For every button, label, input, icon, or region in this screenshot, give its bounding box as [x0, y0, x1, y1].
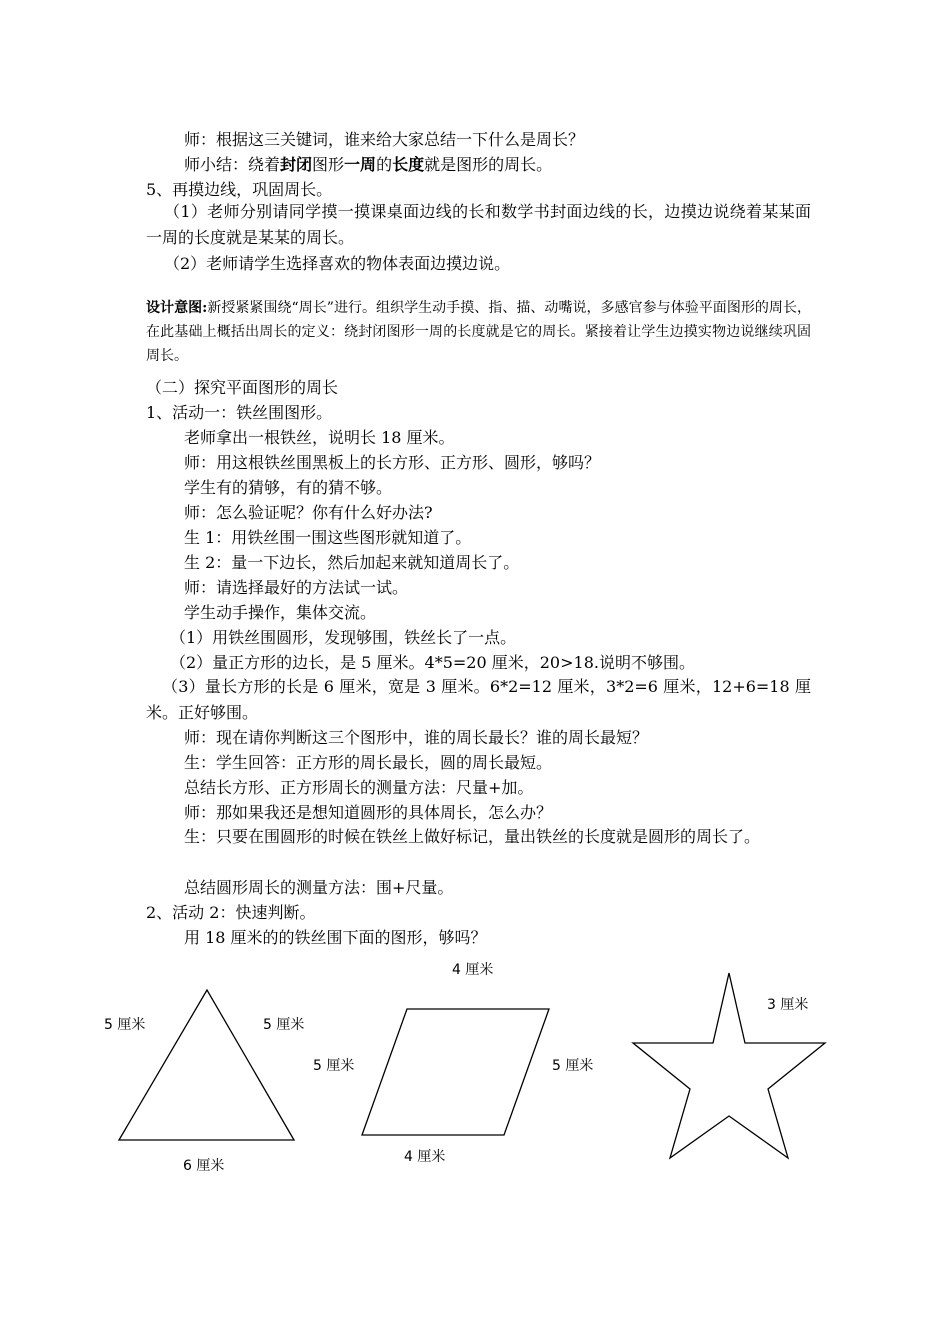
- section2-heading: （二）探究平面图形的周长: [146, 378, 339, 397]
- summary-suffix: 就是图形的周长。: [424, 155, 553, 174]
- circle-answer: 生：只要在围圆形的时候在铁丝上做好标记，量出铁丝的长度就是圆形的周长了。: [184, 827, 761, 846]
- design-intent-paragraph: [146, 296, 811, 368]
- parallelogram-left-label: 5 厘米: [313, 1058, 355, 1074]
- discussion-line: 师：那如果我还是想知道圆形的具体周长，怎么办？: [184, 803, 553, 822]
- triangle-bottom-label: 6 厘米: [183, 1158, 225, 1174]
- discussion-line: 总结长方形、正方形周长的测量方法：尺量+加。: [184, 778, 534, 797]
- activity1-line: 师：用这根铁丝围黑板上的长方形、正方形、圆形，够吗？: [184, 453, 601, 472]
- summary-mid2: 的: [376, 155, 393, 174]
- triangle-shape: [119, 990, 294, 1140]
- step5-item2: （2）老师请学生选择喜欢的物体表面边摸边说。: [164, 254, 511, 273]
- summary-mid1: 图形: [312, 155, 345, 174]
- activity1-line: 学生有的猜够，有的猜不够。: [184, 478, 393, 497]
- activity2-heading: 2、活动 2：快速判断。: [146, 903, 316, 922]
- activity1-heading: 1、活动一：铁丝围图形。: [146, 403, 333, 422]
- star-side-label: 3 厘米: [767, 997, 809, 1013]
- teacher-question-line: 师：根据这三关键词，谁来给大家总结一下什么是周长？: [184, 130, 585, 149]
- activity1-line: 师：请选择最好的方法试一试。: [184, 578, 409, 597]
- parallelogram-shape: [362, 1009, 549, 1135]
- design-intent-text: 新授紧紧围绕“周长”进行。组织学生动手摸、指、描、动嘴说，多感官参与体验平面图形的周长，在此基础上概括出周长的定义：绕封闭图形一周的长度就是它的周长。紧接着让学生边摸实物边说继续巩固周长。: [146, 300, 811, 364]
- teacher-summary-line: [184, 155, 552, 175]
- activity1-line: 学生动手操作，集体交流。: [184, 603, 377, 622]
- keyword-round: 一周: [344, 155, 377, 174]
- activity1-line: 生 1：用铁丝围一围这些图形就知道了。: [184, 528, 472, 547]
- discussion-line: 生：学生回答：正方形的周长最长，圆的周长最短。: [184, 753, 553, 772]
- result-item1: （1）用铁丝围圆形，发现够围，铁丝长了一点。: [170, 628, 517, 647]
- activity1-line: 生 2：量一下边长，然后加起来就知道周长了。: [184, 553, 520, 572]
- parallelogram-top-label: 4 厘米: [452, 962, 494, 978]
- keyword-length: 长度: [392, 155, 425, 174]
- activity1-line: 师：怎么验证呢？你有什么好办法?: [184, 503, 433, 522]
- design-intent-label: 设计意图:: [146, 300, 208, 316]
- circle-summary: 总结圆形周长的测量方法：围+尺量。: [184, 878, 454, 897]
- parallelogram-bottom-label: 4 厘米: [404, 1149, 446, 1165]
- result-item3: （3）量长方形的长是 6 厘米，宽是 3 厘米。6*2=12 厘米，3*2=6 厘米，12+6=18 厘米。正好够围。: [146, 677, 811, 722]
- activity1-line: 老师拿出一根铁丝，说明长 18 厘米。: [184, 428, 455, 447]
- step5-heading: 5、再摸边线，巩固周长。: [146, 180, 333, 199]
- keyword-closed: 封闭: [280, 155, 313, 174]
- result-item2: （2）量正方形的边长，是 5 厘米。4*5=20 厘米，20>18.说明不够围。: [170, 653, 695, 672]
- discussion-line: 师：现在请你判断这三个图形中，谁的周长最长？谁的周长最短？: [184, 728, 649, 747]
- parallelogram-right-label: 5 厘米: [552, 1058, 594, 1074]
- triangle-right-label: 5 厘米: [263, 1017, 305, 1033]
- activity2-question: 用 18 厘米的的铁丝围下面的图形，够吗？: [184, 928, 487, 947]
- step5-item1: （1）老师分别请同学摸一摸课桌面边线的长和数学书封面边线的长，边摸边说绕着某某面一周的长度就是某某的周长。: [146, 202, 811, 247]
- summary-prefix: 师小结：绕着: [184, 155, 281, 174]
- figures-area: [0, 950, 950, 1190]
- triangle-left-label: 5 厘米: [104, 1017, 146, 1033]
